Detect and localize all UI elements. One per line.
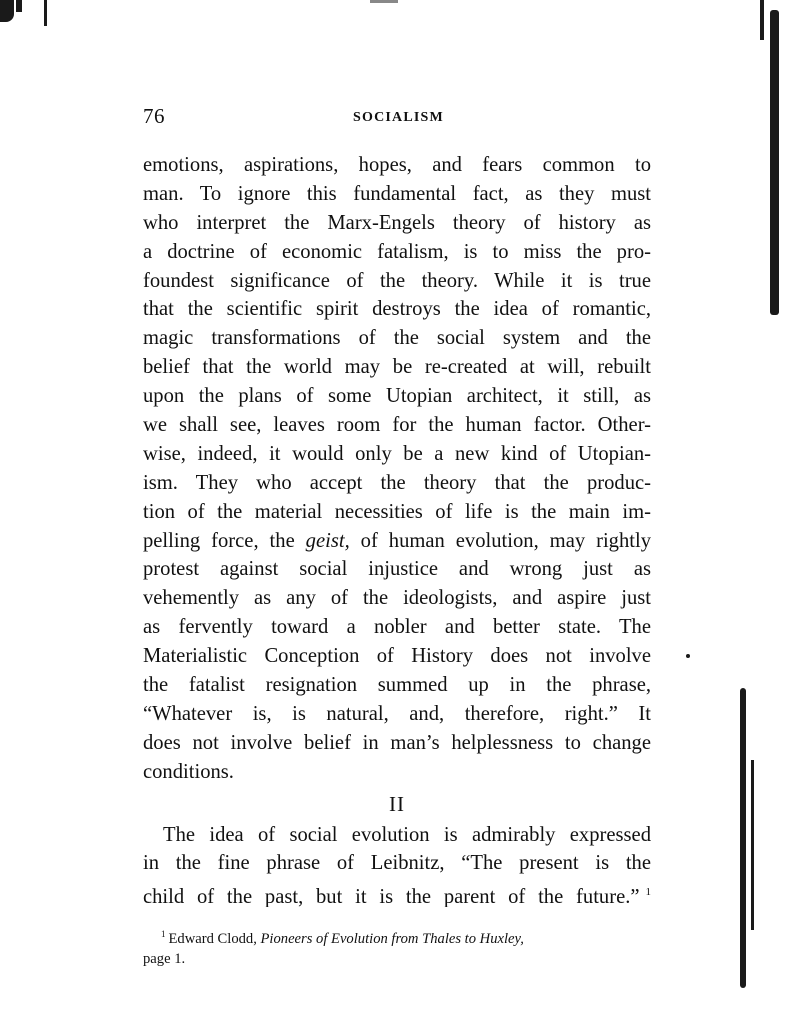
text-line: the fatalist resignation summed up in the phrase, [143,674,651,697]
text-line: as fervently toward a nobler and better state. The [143,616,651,639]
running-head [143,104,651,132]
text-segment: pelling force, the [143,529,306,552]
paragraph-1 [143,151,651,787]
footnote-author: Edward Clodd, [168,930,261,947]
footnote-line [143,924,651,949]
text-line: The idea of social evolution is admirably expressed [163,823,651,846]
scan-dot-artifact [686,654,690,658]
text-line: foundest significance of the theory. While it is true [143,269,651,292]
text-line: a doctrine of economic fatalism, is to miss the pro- [143,240,651,263]
text-line: who interpret the Marx-Engels theory of history as [143,211,651,234]
footnote-marker: 1 [161,929,166,939]
text-line: Materialistic Conception of History does not involve [143,645,651,668]
footnote-page: page 1. [143,950,186,967]
footnote-reference: 1 [645,886,651,899]
text-line: vehemently as any of the ideologists, and aspire just [143,587,651,610]
text-line: man. To ignore this fundamental fact, as they must [143,182,651,205]
scan-edge-artifact [44,0,47,26]
scan-edge-artifact [770,10,779,315]
scan-smudge-artifact [370,0,398,3]
text-line: does not involve belief in man’s helplessness to change [143,731,651,754]
text-line: protest against social injustice and wrong just as [143,558,651,581]
running-title: SOCIALISM [353,110,444,125]
text-line: wise, indeed, it would only be a new kind of Utopian- [143,442,651,465]
text-line: conditions. [143,760,234,783]
text-line [143,878,651,907]
text-line: upon the plans of some Utopian architect, it still, as [143,385,651,408]
scan-edge-artifact [740,688,746,988]
text-segment: of human evolution, may rightly [349,529,651,552]
scan-edge-artifact [760,0,764,40]
text-line: ism. They who accept the theory that the produc- [143,471,651,494]
footnote [143,924,651,969]
text-line: magic transformations of the social system and the [143,327,651,350]
paragraph-2 [143,821,651,908]
scan-edge-artifact [16,0,22,12]
scan-edge-artifact [751,760,754,930]
text-segment: child of the past, but it is the parent of the future.” [143,886,640,908]
footnote-title: Pioneers of Evolution from Thales to Huxley, [260,930,524,947]
text-line: we shall see, leaves room for the human factor. Other- [143,414,651,437]
page-number: 76 [143,104,165,128]
section-heading: II [389,791,405,816]
italic-word-geist: geist, [305,529,350,552]
body-text [143,151,651,907]
text-line: “Whatever is, is natural, and, therefore, right.” It [143,702,651,725]
text-line: tion of the material necessities of life is the main im- [143,500,651,523]
text-line: in the fine phrase of Leibnitz, “The present is the [143,852,651,875]
text-line: belief that the world may be re-created at will, rebuilt [143,356,651,379]
text-line [143,527,651,556]
text-line: that the scientific spirit destroys the idea of romantic, [143,298,651,321]
text-line: emotions, aspirations, hopes, and fears common to [143,154,651,176]
scan-edge-artifact [0,0,14,22]
